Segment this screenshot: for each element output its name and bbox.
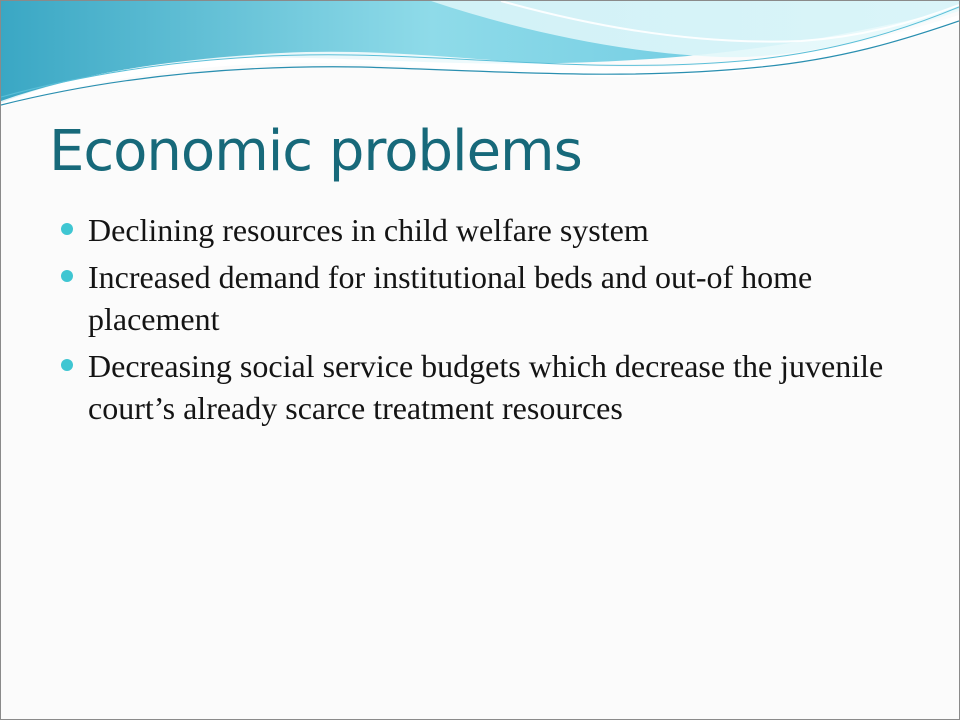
decorative-wave-banner (1, 1, 959, 121)
bullet-dot-icon (61, 359, 73, 371)
bullet-text: Decreasing social service budgets which decrease the juvenile court’s already scarce treatment resources (88, 348, 884, 426)
bullet-item (61, 345, 921, 429)
bullet-item (61, 256, 921, 340)
bullet-text: Increased demand for institutional beds and out-of home placement (88, 259, 813, 337)
bullet-list (61, 209, 921, 434)
slide-title: Economic problems (49, 119, 582, 184)
bullet-item (61, 209, 921, 251)
bullet-dot-icon (61, 270, 73, 282)
bullet-dot-icon (61, 223, 73, 235)
bullet-text: Declining resources in child welfare system (88, 212, 649, 248)
